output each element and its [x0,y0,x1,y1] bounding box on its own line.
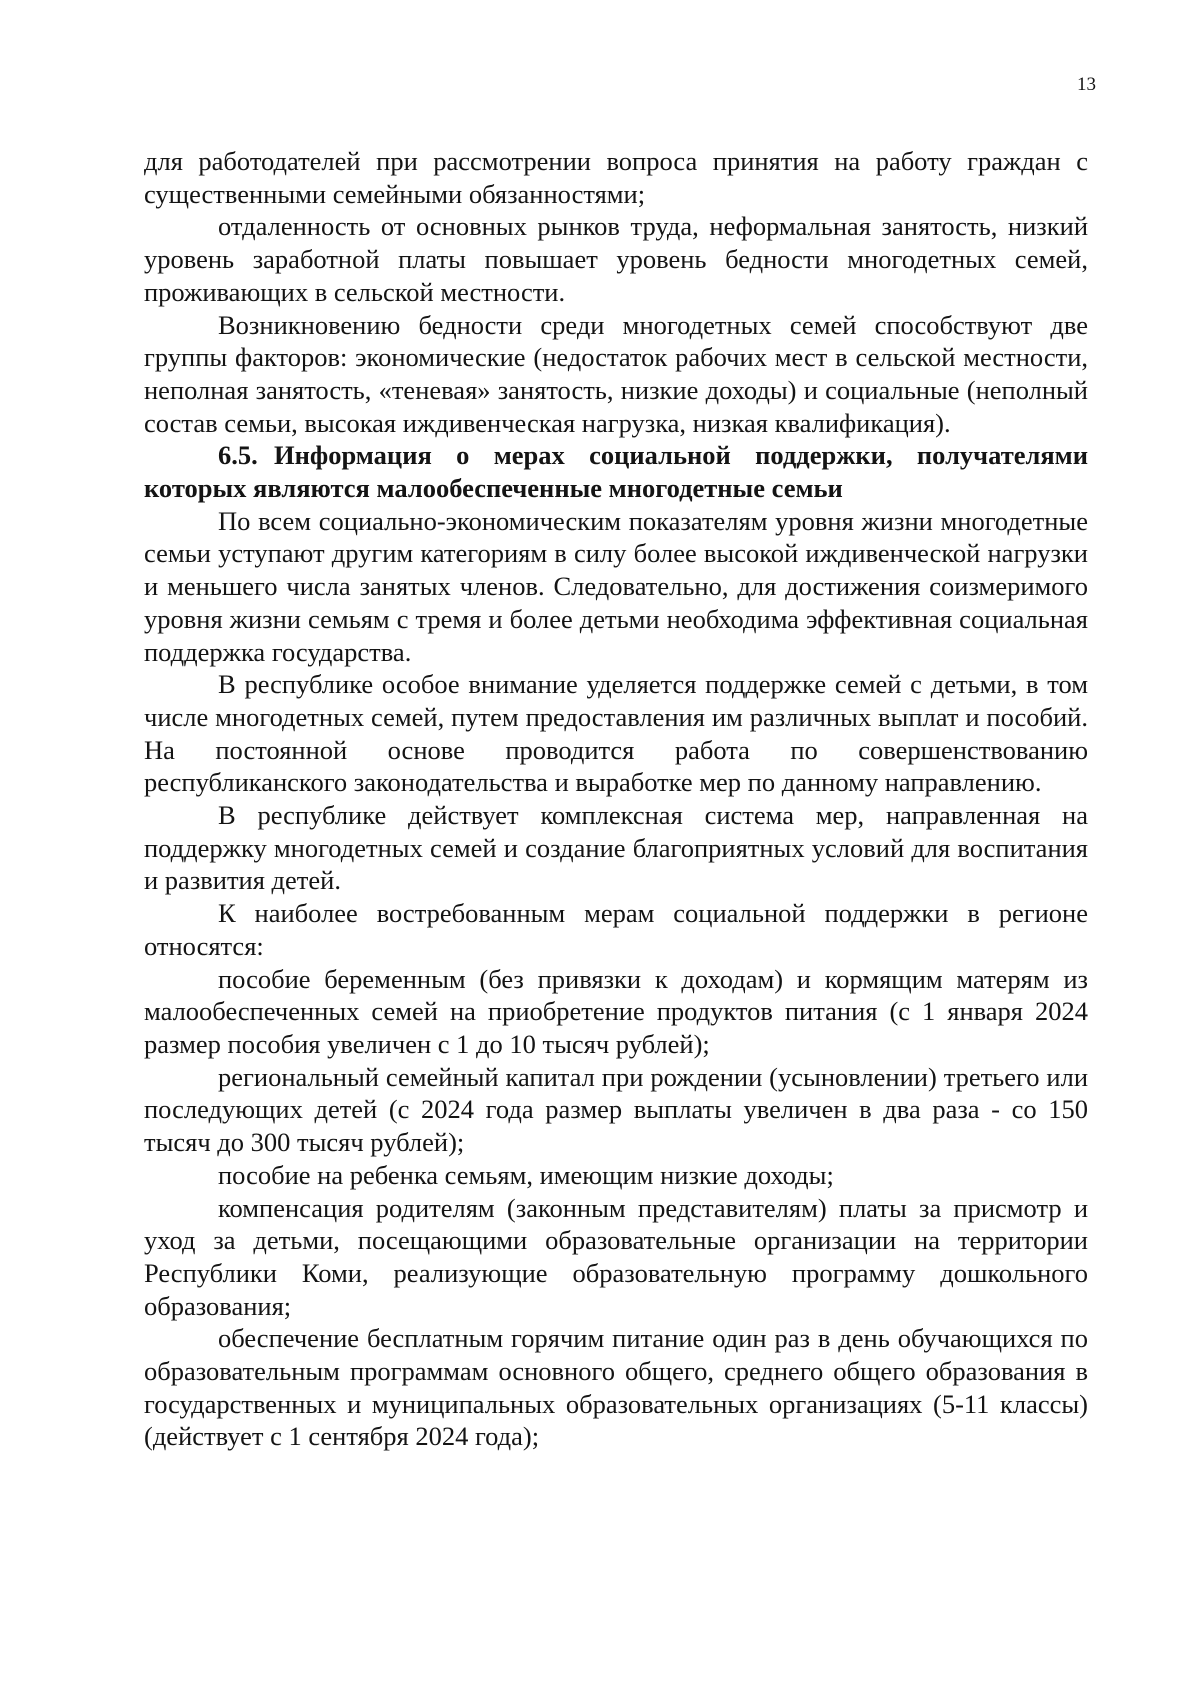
list-item: пособие на ребенка семьям, имеющим низкие доходы; [218,1159,834,1190]
paragraph: К наиболее востребованным мерам социальной поддержки в регионе относятся: [144,898,1088,961]
list-item: компенсация родителям (законным представителям) платы за присмотр и уход за детьми, посещающими образовательные организации на территории Республики Коми, реализующие образовательную программу дошкольного образования; [144,1192,1088,1321]
page-content [144,145,1088,1453]
paragraph: По всем социально-экономическим показателям уровня жизни многодетные семьи уступают другим категориям в силу более высокой иждивенческой нагрузки и меньшего числа занятых членов. Следовательно, для достижения соизмеримого уровня жизни семьям с тремя и более детьми необходима эффективная социальная поддержка государства. [144,505,1088,667]
paragraph: Возникновению бедности среди многодетных семей способствуют две группы факторов: экономические (недостаток рабочих мест в сельской местности, неполная занятость, «теневая» занятость, низкие доходы) и социальные (неполный состав семьи, высокая иждивенческая нагрузка, низкая квалификация). [144,309,1088,438]
section-title: Информация о мерах социальной поддержки, получателями которых являются малообеспеченные многодетные семьи [144,440,1088,504]
list-item: пособие беременным (без привязки к доходам) и кормящим матерям из малообеспеченных семей на приобретение продуктов питания (с 1 января 2024 размер пособия увеличен с 1 до 10 тысяч рублей); [144,963,1088,1059]
paragraph: В республике действует комплексная система мер, направленная на поддержку многодетных семей и создание благоприятных условий для воспитания и развития детей. [144,800,1088,896]
paragraph: для работодателей при рассмотрении вопроса принятия на работу граждан с существенными семейными обязанностями; [144,146,1088,209]
section-number: 6.5. [218,440,258,471]
list-item: региональный семейный капитал при рождении (усыновлении) третьего или последующих детей (с 2024 года размер выплаты увеличен в два раза - со 150 тысяч до 300 тысяч рублей); [144,1061,1088,1158]
paragraph: отдаленность от основных рынков труда, неформальная занятость, низкий уровень заработной платы повышает уровень бедности многодетных семей, проживающих в сельской местности. [144,211,1088,307]
list-item: обеспечение бесплатным горячим питание один раз в день обучающихся по образовательным программам основного общего, среднего общего образования в государственных и муниципальных образовательных организациях (5-11 классы) (действует с 1 сентября 2024 года); [144,1323,1088,1452]
page-number: 13 [1077,74,1096,95]
section-heading [144,439,1088,504]
paragraph: В республике особое внимание уделяется поддержке семей с детьми, в том числе многодетных семей, путем предоставления им различных выплат и пособий. На постоянной основе проводится работа по совершенствованию республиканского законодательства и выработке мер по данному направлению. [144,669,1088,798]
